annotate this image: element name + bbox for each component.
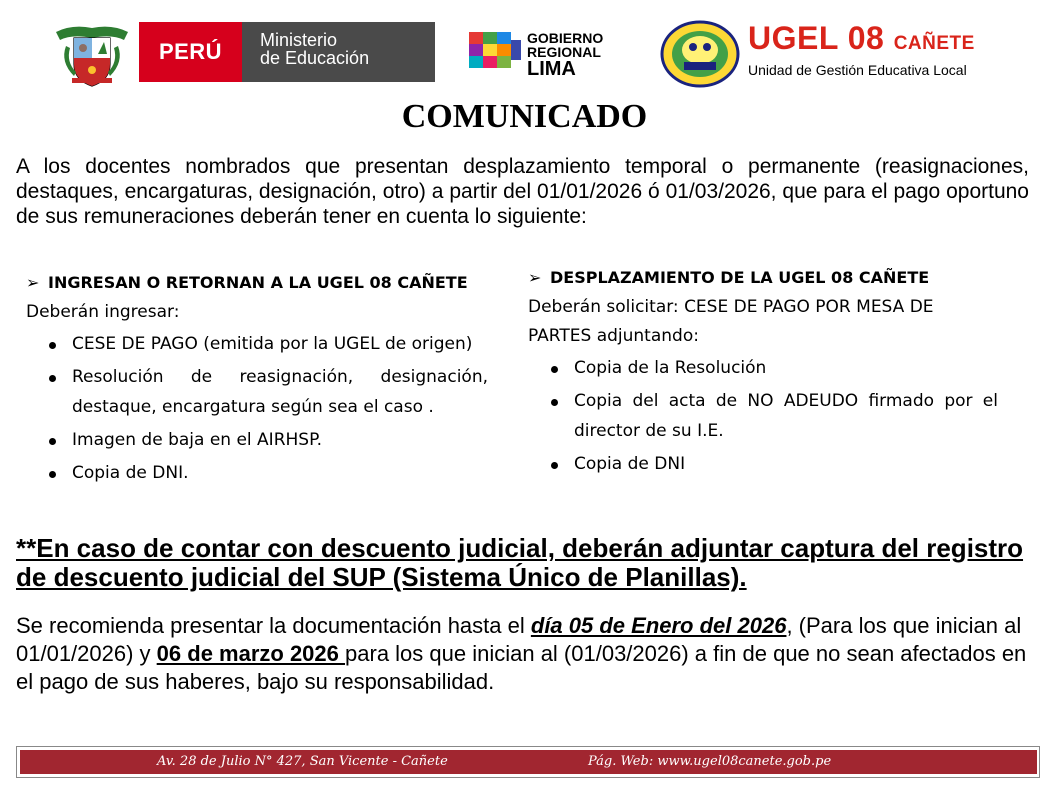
header bbox=[0, 14, 1049, 90]
ugel-title bbox=[748, 20, 975, 57]
footer-address: Av. 28 de Julio N° 427, San Vicente - Cañete bbox=[157, 754, 448, 769]
bullet-icon bbox=[49, 438, 56, 445]
bullet-icon bbox=[551, 462, 558, 469]
left-section-lead: Deberán ingresar: bbox=[26, 302, 180, 322]
page-title: COMUNICADO bbox=[401, 98, 648, 135]
gobierno-regional-logo bbox=[467, 28, 617, 82]
left-heading-text: INGRESAN O RETORNAN A LA UGEL 08 CAÑETE bbox=[48, 273, 468, 292]
right-section-lead: Deberán solicitar: CESE DE PAGO POR MESA DE PARTES adjuntando: bbox=[528, 297, 934, 346]
gobierno-line3: LIMA bbox=[527, 58, 576, 80]
gobierno-regional-mark-icon bbox=[467, 28, 523, 78]
ugel-title-main: UGEL 08 bbox=[748, 20, 885, 56]
peru-label: PERÚ bbox=[139, 22, 242, 82]
list-item bbox=[72, 329, 488, 359]
bullet-icon bbox=[551, 366, 558, 373]
right-heading-text: DESPLAZAMIENTO DE LA UGEL 08 CAÑETE bbox=[550, 268, 930, 287]
list-item bbox=[574, 353, 998, 383]
ministerio-line1: Ministerio bbox=[260, 30, 338, 50]
deadline-date-2: 06 de marzo 2026 bbox=[156, 641, 346, 666]
list-item-text: Copia de DNI. bbox=[72, 463, 189, 483]
footer-bar bbox=[20, 750, 1037, 774]
right-section-heading bbox=[528, 268, 998, 287]
bullet-icon bbox=[49, 471, 56, 478]
bullet-icon bbox=[49, 342, 56, 349]
ugel-logo bbox=[660, 20, 1000, 90]
gobierno-line2: REGIONAL bbox=[527, 44, 601, 60]
ministerio-label bbox=[242, 22, 435, 82]
judicial-note: **En caso de contar con descuento judicial, deberán adjuntar captura del registro de descuento judicial del SUP (Sistema Único de Planillas). bbox=[16, 533, 1024, 592]
bullet-icon bbox=[551, 399, 558, 406]
left-section-heading bbox=[26, 273, 488, 292]
ministerio-line2: de Educación bbox=[260, 48, 370, 68]
intro-paragraph: A los docentes nombrados que presentan desplazamiento temporal o permanente (reasignaciones, destaques, encargaturas, designación, otro) a partir del 01/01/2026 ó 01/03/2026, que para el pago oportuno de sus remuneraciones deberán tener en cuenta lo siguiente: bbox=[16, 155, 1029, 228]
list-item-text: Resolución de reasignación, designación, destaque, encargatura según sea el caso . bbox=[72, 367, 488, 417]
list-item bbox=[72, 362, 488, 422]
list-item-text: Imagen de baja en el AIRHSP. bbox=[72, 430, 323, 450]
right-section-list bbox=[528, 353, 998, 479]
peru-coat-of-arms-icon bbox=[52, 22, 132, 88]
list-item-text: Copia del acta de NO ADEUDO firmado por el director de su I.E. bbox=[574, 391, 998, 441]
minedu-logo bbox=[139, 22, 435, 82]
ugel-subtitle: Unidad de Gestión Educativa Local bbox=[748, 62, 967, 78]
recommendation-part3: para los que inician al (01/03/2026) a fin de que no sean afectados en el pago de sus haberes, bajo su responsabilidad. bbox=[16, 641, 1027, 694]
arrow-right-icon: ➢ bbox=[26, 273, 40, 292]
list-item-text: Copia de DNI bbox=[574, 454, 686, 474]
ugel-seal-icon bbox=[660, 20, 740, 88]
right-section bbox=[528, 268, 998, 482]
left-section-list bbox=[26, 329, 488, 488]
list-item bbox=[72, 425, 488, 455]
list-item bbox=[72, 458, 488, 488]
bullet-icon bbox=[49, 375, 56, 382]
footer-web: Pág. Web: www.ugel08canete.gob.pe bbox=[588, 754, 832, 769]
recommendation-paragraph bbox=[16, 612, 1031, 696]
list-item-text: CESE DE PAGO (emitida por la UGEL de origen) bbox=[72, 334, 473, 354]
list-item-text: Copia de la Resolución bbox=[574, 358, 767, 378]
list-item bbox=[574, 386, 998, 446]
recommendation-part1: Se recomienda presentar la documentación hasta el bbox=[16, 613, 531, 638]
deadline-date-1: día 05 de Enero del 2026 bbox=[530, 613, 787, 638]
recommendation-part2: , (Para los que inician al 01/01/2026) y bbox=[16, 613, 1022, 666]
ugel-title-small: CAÑETE bbox=[893, 33, 975, 54]
gobierno-line1: GOBIERNO bbox=[527, 30, 604, 46]
list-item bbox=[574, 449, 998, 479]
arrow-right-icon: ➢ bbox=[528, 268, 542, 287]
left-section bbox=[26, 273, 488, 491]
